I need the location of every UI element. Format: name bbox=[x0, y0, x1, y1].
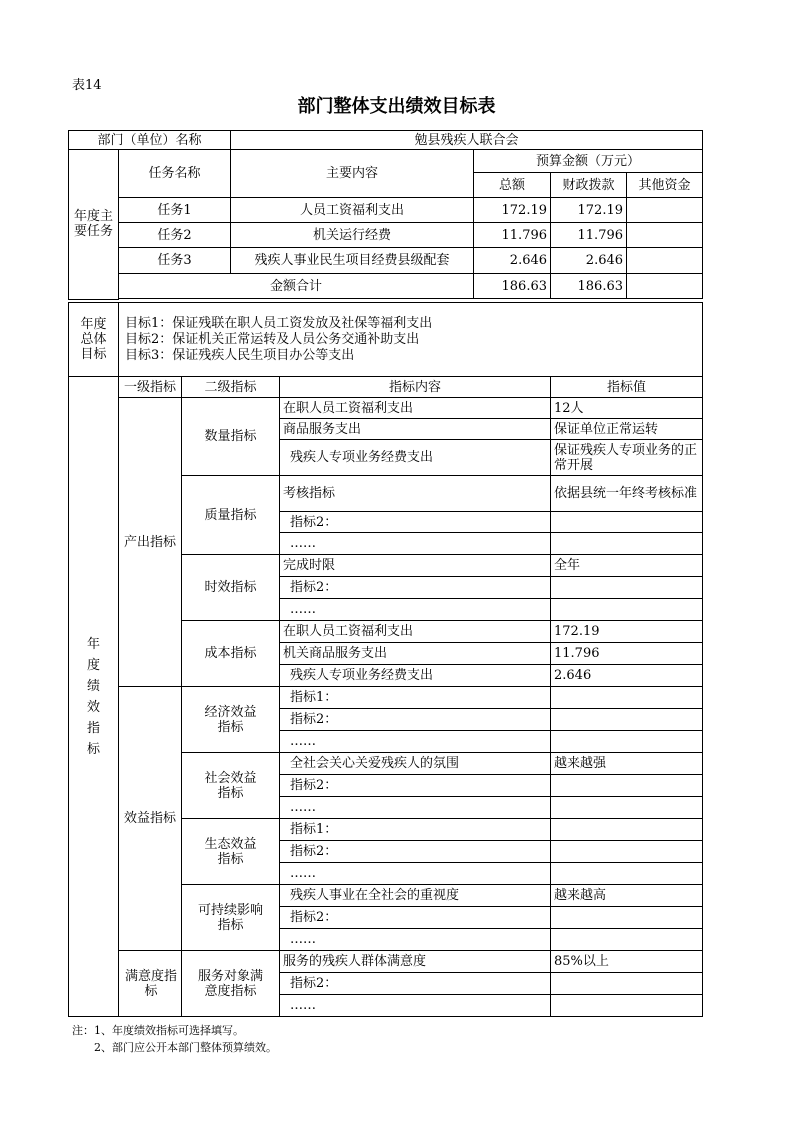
content-header: 指标内容 bbox=[280, 377, 551, 398]
task-other bbox=[627, 223, 703, 248]
indicator-value bbox=[551, 512, 703, 533]
indicator-value: 全年 bbox=[551, 555, 703, 577]
overall-goals-label: 年度总体目标 bbox=[69, 303, 119, 377]
indicator-content: …… bbox=[280, 995, 551, 1017]
goal-line: 目标2：保证机关正常运转及人员公务交通补助支出 bbox=[125, 331, 420, 347]
indicator-value: 依据县统一年终考核标准 bbox=[551, 476, 703, 512]
indicator-content: 指标2： bbox=[280, 841, 551, 863]
task-content-header: 主要内容 bbox=[231, 150, 474, 198]
task-fiscal: 2.646 bbox=[551, 248, 627, 274]
fiscal-header: 财政拨款 bbox=[551, 173, 627, 198]
indicator-value: 11.796 bbox=[551, 643, 703, 665]
task-name-header: 任务名称 bbox=[119, 150, 231, 198]
other-header: 其他资金 bbox=[627, 173, 703, 198]
indicator-value bbox=[551, 687, 703, 709]
indicator-content: 完成时限 bbox=[280, 555, 551, 577]
indicator-value: 越来越强 bbox=[551, 753, 703, 775]
tasks-table bbox=[68, 130, 703, 300]
indicator-value: 保证残疾人专项业务的正常开展 bbox=[551, 440, 703, 476]
footnote: 注：1、年度绩效指标可选择填写。 bbox=[72, 1024, 244, 1037]
indicator-content: …… bbox=[280, 533, 551, 555]
indicator-value bbox=[551, 929, 703, 951]
indicator-content: 指标2： bbox=[280, 907, 551, 929]
output-indicators-label: 产出指标 bbox=[119, 398, 182, 687]
indicator-content: 在职人员工资福利支出 bbox=[280, 398, 551, 419]
budget-header: 预算金额（万元） bbox=[474, 150, 703, 173]
indicator-value bbox=[551, 841, 703, 863]
quantity-indicator-label: 数量指标 bbox=[182, 398, 280, 476]
indicator-content: 指标2： bbox=[280, 709, 551, 731]
indicator-value bbox=[551, 995, 703, 1017]
annual-performance-label: 年度绩效指标 bbox=[69, 377, 119, 1017]
indicator-content: …… bbox=[280, 731, 551, 753]
indicator-value bbox=[551, 599, 703, 621]
cost-indicator-label: 成本指标 bbox=[182, 621, 280, 687]
indicators-table bbox=[68, 376, 703, 1017]
task-total: 172.19 bbox=[474, 198, 551, 223]
benefit-indicators-label: 效益指标 bbox=[119, 687, 182, 951]
indicator-content: 考核指标 bbox=[280, 476, 551, 512]
indicator-value bbox=[551, 577, 703, 599]
task-name: 任务1 bbox=[119, 198, 231, 223]
value-header: 指标值 bbox=[551, 377, 703, 398]
task-total: 11.796 bbox=[474, 223, 551, 248]
task-content: 人员工资福利支出 bbox=[231, 198, 474, 223]
indicator-content: 残疾人专项业务经费支出 bbox=[280, 440, 551, 476]
dept-name-label: 部门（单位）名称 bbox=[69, 131, 231, 150]
indicator-content: …… bbox=[280, 863, 551, 885]
indicator-value: 85%以上 bbox=[551, 951, 703, 973]
indicator-content: 全社会关心关爱残疾人的氛围 bbox=[280, 753, 551, 775]
indicator-value: 保证单位正常运转 bbox=[551, 419, 703, 440]
task-content: 机关运行经费 bbox=[231, 223, 474, 248]
service-satisfaction-indicator-label: 服务对象满意度指标 bbox=[182, 951, 280, 1017]
total-header: 总额 bbox=[474, 173, 551, 198]
indicator-value bbox=[551, 533, 703, 555]
indicator-value: 172.19 bbox=[551, 621, 703, 643]
sum-other bbox=[627, 274, 703, 299]
overall-goals-text bbox=[119, 303, 703, 377]
indicator-content: 服务的残疾人群体满意度 bbox=[280, 951, 551, 973]
indicator-content: …… bbox=[280, 797, 551, 819]
quality-indicator-label: 质量指标 bbox=[182, 476, 280, 555]
indicator-content: 残疾人事业在全社会的重视度 bbox=[280, 885, 551, 907]
level1-header: 一级指标 bbox=[119, 377, 182, 398]
goals-table bbox=[68, 302, 703, 377]
indicator-value bbox=[551, 863, 703, 885]
indicator-content: 指标2： bbox=[280, 775, 551, 797]
sum-fiscal: 186.63 bbox=[551, 274, 627, 299]
table-row bbox=[69, 248, 703, 274]
indicator-content: 机关商品服务支出 bbox=[280, 643, 551, 665]
task-fiscal: 172.19 bbox=[551, 198, 627, 223]
indicator-value bbox=[551, 797, 703, 819]
sustainable-indicator-label: 可持续影响指标 bbox=[182, 885, 280, 951]
indicator-content: 在职人员工资福利支出 bbox=[280, 621, 551, 643]
indicator-content: 指标2： bbox=[280, 512, 551, 533]
page-title: 部门整体支出绩效目标表 bbox=[297, 96, 496, 117]
table-row bbox=[69, 223, 703, 248]
level2-header: 二级指标 bbox=[182, 377, 280, 398]
table-number: 表14 bbox=[72, 78, 102, 93]
indicator-content: …… bbox=[280, 599, 551, 621]
indicator-content: 指标2： bbox=[280, 973, 551, 995]
economic-indicator-label: 经济效益指标 bbox=[182, 687, 280, 753]
sum-total: 186.63 bbox=[474, 274, 551, 299]
task-fiscal: 11.796 bbox=[551, 223, 627, 248]
indicator-value: 12人 bbox=[551, 398, 703, 419]
task-total: 2.646 bbox=[474, 248, 551, 274]
indicator-content: 商品服务支出 bbox=[280, 419, 551, 440]
indicator-content: 指标1： bbox=[280, 819, 551, 841]
task-other bbox=[627, 198, 703, 223]
task-content: 残疾人事业民生项目经费县级配套 bbox=[231, 248, 474, 274]
indicator-value bbox=[551, 709, 703, 731]
table-row bbox=[69, 198, 703, 223]
indicator-value bbox=[551, 973, 703, 995]
footnotes bbox=[72, 1022, 277, 1056]
indicator-value: 越来越高 bbox=[551, 885, 703, 907]
goal-line: 目标1：保证残联在职人员工资发放及社保等福利支出 bbox=[125, 315, 433, 331]
indicator-value bbox=[551, 731, 703, 753]
indicator-value bbox=[551, 907, 703, 929]
indicator-content: …… bbox=[280, 929, 551, 951]
sum-label: 金额合计 bbox=[119, 274, 474, 299]
task-name: 任务2 bbox=[119, 223, 231, 248]
goal-line: 目标3：保证残疾人民生项目办公等支出 bbox=[125, 347, 355, 363]
dept-name-value: 勉县残疾人联合会 bbox=[231, 131, 703, 150]
task-other bbox=[627, 248, 703, 274]
annual-tasks-label: 年度主要任务 bbox=[69, 150, 119, 300]
ecological-indicator-label: 生态效益指标 bbox=[182, 819, 280, 885]
indicator-content: 指标2： bbox=[280, 577, 551, 599]
indicator-value bbox=[551, 775, 703, 797]
indicator-content: 指标1： bbox=[280, 687, 551, 709]
timeliness-indicator-label: 时效指标 bbox=[182, 555, 280, 621]
social-indicator-label: 社会效益指标 bbox=[182, 753, 280, 819]
indicator-content: 残疾人专项业务经费支出 bbox=[280, 665, 551, 687]
indicator-value bbox=[551, 819, 703, 841]
footnote: 2、部门应公开本部门整体预算绩效。 bbox=[94, 1041, 277, 1054]
indicator-value: 2.646 bbox=[551, 665, 703, 687]
satisfaction-indicators-label: 满意度指标 bbox=[119, 951, 182, 1017]
task-name: 任务3 bbox=[119, 248, 231, 274]
